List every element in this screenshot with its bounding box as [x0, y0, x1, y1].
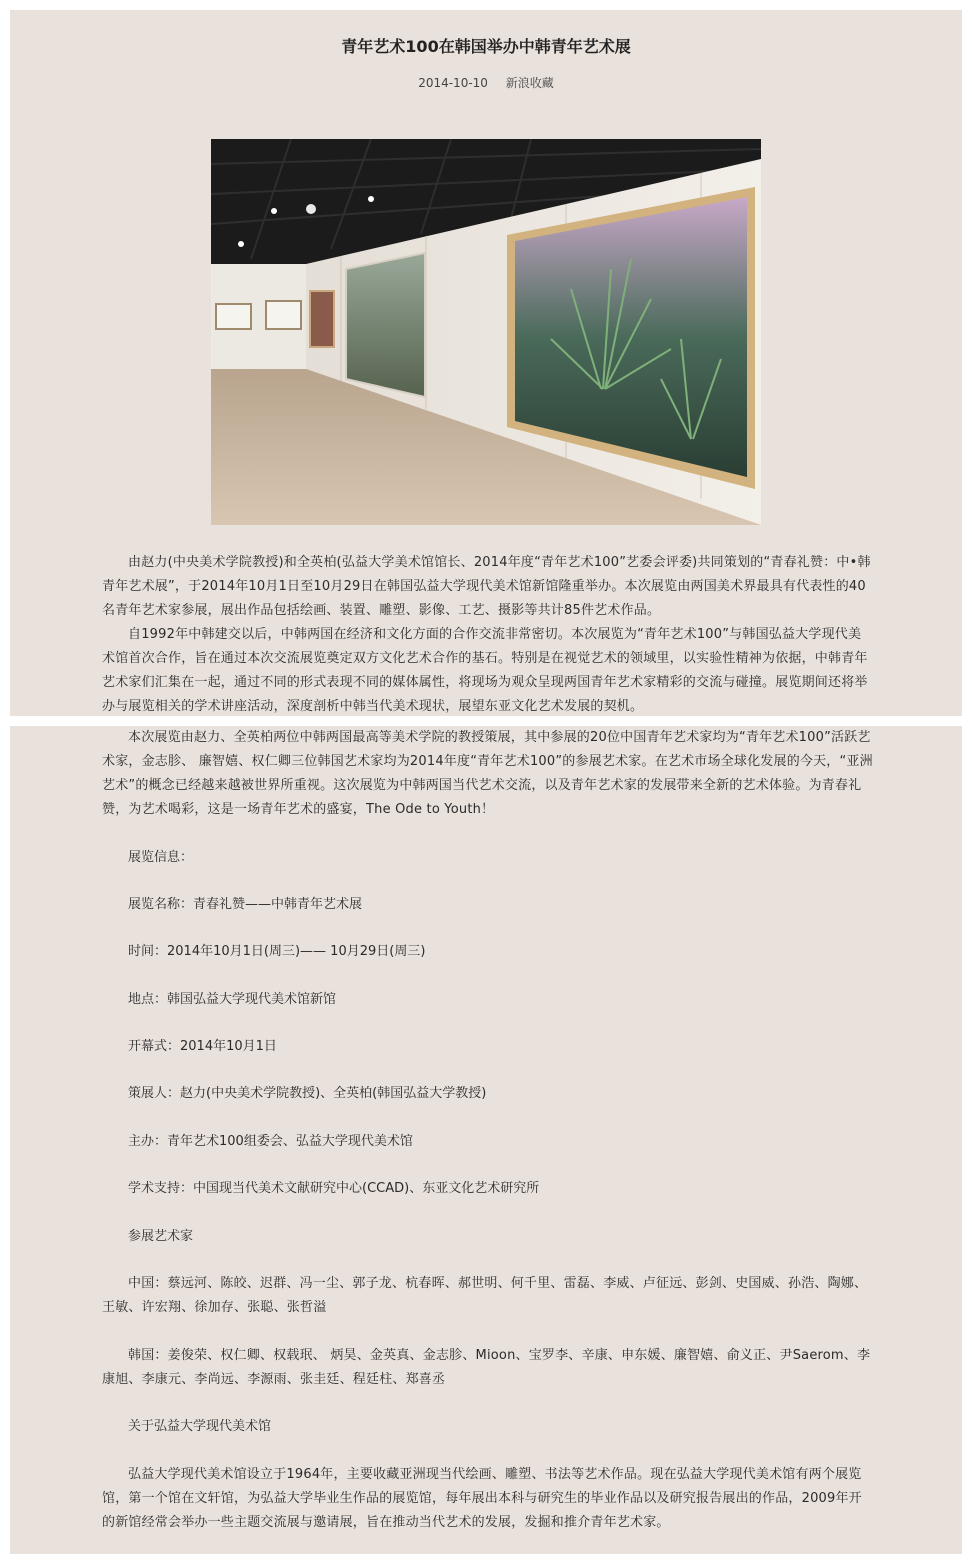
info-curators: 策展人：赵力(中央美术学院教授)、全英柏(韩国弘益大学教授) — [128, 1086, 487, 1101]
exhibition-hall-photo — [211, 139, 761, 525]
info-academic-support: 学术支持：中国现当代美术文献研究中心(CCAD)、东亚文化艺术研究所 — [128, 1181, 540, 1196]
museum-paragraph: 弘益大学现代美术馆设立于1964年，主要收藏亚洲现当代绘画、雕塑、书法等艺术作品。现在弘益大学现代美术馆有两个展览馆，第一个馆在文轩馆，为弘益大学毕业生作品的展览馆，每年展出本科与研究生的毕业作品以及研究报告展出的作品，2009年开的新馆经常会举办一些主题交流展与邀请展，旨在推动当代艺术的发展，发掘和推介青年艺术家。 — [102, 1467, 862, 1530]
info-heading: 展览信息： — [128, 850, 194, 865]
artists-korea: 韩国：姜俊荣、权仁卿、权载珉、 炳昊、金英真、金志胗、Mioon、宝罗李、辛康、申东媛、廉智嬉、俞义正、尹Saerom、李康旭、李康元、李尚远、李源雨、张圭廷、程廷柱、郑喜丞 — [102, 1348, 871, 1387]
article-date: 2014-10-10 — [418, 76, 488, 90]
article-source[interactable]: 新浪收藏 — [505, 76, 554, 90]
exhibition-hall-illustration — [211, 139, 761, 525]
info-place: 地点：韩国弘益大学现代美术馆新馆 — [128, 992, 337, 1007]
intro-paragraph-2: 自1992年中韩建交以后，中韩两国在经济和文化方面的合作交流非常密切。本次展览为“青年艺术100”与韩国弘益大学现代美术馆首次合作，旨在通过本次交流展览奠定双方文化艺术合作的基石。特别是在视觉艺术的领域里，以实验性精神为依据，中韩青年艺术家们汇集在一起，通过不同的形式表现不同的媒体属性，将现场为观众呈现两国青年艺术家精彩的交流与碰撞。展览期间还将举办与展览相关的学术讲座活动，深度剖析中韩当代美术现状，展望东亚文化艺术发展的契机。 — [102, 627, 868, 714]
article-meta — [10, 74, 962, 91]
info-opening: 开幕式：2014年10月1日 — [128, 1039, 277, 1054]
artists-heading: 参展艺术家 — [128, 1229, 194, 1244]
artists-china: 中国：蔡远河、陈皎、迟群、冯一尘、郭子龙、杭春晖、郝世明、何千里、雷磊、李威、卢征远、彭剑、史国威、孙浩、陶娜、王敏、许宏翔、徐加存、张聪、张哲溢 — [102, 1276, 868, 1315]
intro-paragraph-1: 由赵力(中央美术学院教授)和全英柏(弘益大学美术馆馆长、2014年度“青年艺术100”艺委会评委)共同策划的“青春礼赞：中•韩青年艺术展”，于2014年10月1日至10月29日在韩国弘益大学现代美术馆新馆隆重举办。本次展览由两国美术界最具有代表性的40名青年艺术家参展，展出作品包括绘画、装置、雕塑、影像、工艺、摄影等共计85件艺术作品。 — [102, 555, 871, 618]
info-organizer: 主办：青年艺术100组委会、弘益大学现代美术馆 — [128, 1134, 413, 1149]
info-exhibition-name: 展览名称：青春礼赞——中韩青年艺术展 — [128, 897, 363, 912]
article-top-panel — [10, 10, 962, 716]
curator-paragraph: 本次展览由赵力、全英柏两位中韩两国最高等美术学院的教授策展，其中参展的20位中国青年艺术家均为“青年艺术100”活跃艺术家，金志胗、 廉智嬉、权仁卿三位韩国艺术家均为2014年度“青年艺术100”的参展艺术家。在艺术市场全球化发展的今天，“亚洲艺术”的概念已经越来越被世界所重视。这次展览为中韩两国当代艺术交流，以及青年艺术家的发展带来全新的艺术体验。为青春礼赞，为艺术喝彩，这是一场青年艺术的盛宴，The Ode to Youth！ — [102, 730, 873, 817]
museum-heading: 关于弘益大学现代美术馆 — [128, 1419, 272, 1434]
article-bottom-panel — [10, 726, 962, 1554]
info-time: 时间：2014年10月1日(周三)—— 10月29日(周三) — [128, 944, 426, 959]
article-title: 青年艺术100在韩国举办中韩青年艺术展 — [341, 37, 631, 56]
